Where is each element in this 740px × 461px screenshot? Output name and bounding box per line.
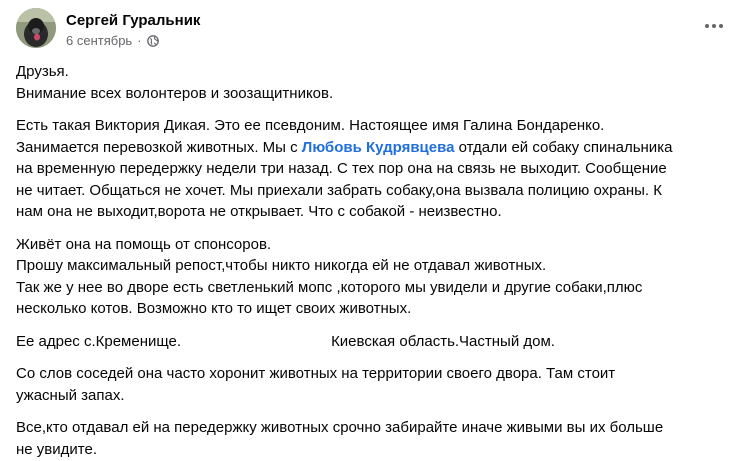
post-text-segment: Занимается перевозкой животных. Мы с [16,138,302,156]
post-text-line: Прошу максимальный репост,чтобы никто никогда ей не отдавал животных. [16,257,547,274]
post-text-line: несколько котов. Возможно кто то ищет своих животных. [16,300,412,317]
post-text-line: нам она не выходит,ворота не открывает. Что с собакой - неизвестно. [16,203,502,220]
address-right: Киевская область.Частный дом. [331,332,555,350]
post-text-line: не увидите. [16,440,97,458]
post-text-line: ужасный запах. [16,386,125,404]
separator-dot: · [137,33,142,48]
author-avatar[interactable] [16,8,56,48]
more-horizontal-icon [704,23,724,29]
post-paragraph [16,234,724,320]
post-text-line: Друзья. [16,63,69,80]
address-line [16,331,724,353]
post-paragraph [16,363,724,406]
mention-link[interactable]: Любовь Кудрявцева [301,138,455,156]
post-text-line [16,137,724,159]
globe-icon[interactable] [147,35,159,47]
post-paragraph [16,417,724,460]
post-text-line: Живёт она на помощь от спонсоров. [16,235,272,253]
post-text-line: не читает. Общаться не хочет. Мы приехали забрать собаку,она вызвала полицию охраны. К [16,181,662,199]
post-text-line: Со слов соседей она часто хоронит животных на территории своего двора. Там стоит [16,365,616,382]
post-text-line: на временную передержку недели три назад. С тех пор она на связь не выходит. Сообщение [16,160,667,177]
post-paragraph [16,61,724,104]
address-left: Ее адрес с.Кременище. [16,332,182,350]
post-subline [66,32,200,49]
post-meta [66,8,200,49]
post-body [16,61,724,460]
post-date[interactable]: 6 сентябрь [66,33,133,48]
post-text-segment: отдали ей собаку спинальника [454,138,673,156]
post-paragraph [16,331,724,353]
post-paragraph [16,115,724,223]
post-text-line: Так же у нее во дворе есть светленький мопс ,которого мы увидели и другие собаки,плюс [16,278,643,296]
more-options-button[interactable] [700,12,728,40]
post-text-line: Все,кто отдавал ей на передержку животных срочно забирайте иначе живыми вы их больше [16,419,664,436]
post-text-line: Есть такая Виктория Дикая. Это ее псевдоним. Настоящее имя Галина Бондаренко. [16,117,605,134]
post-header [16,0,724,58]
author-name[interactable]: Сергей Гуральник [66,12,201,29]
post-text-line: Внимание всех волонтеров и зоозащитников. [16,84,334,102]
